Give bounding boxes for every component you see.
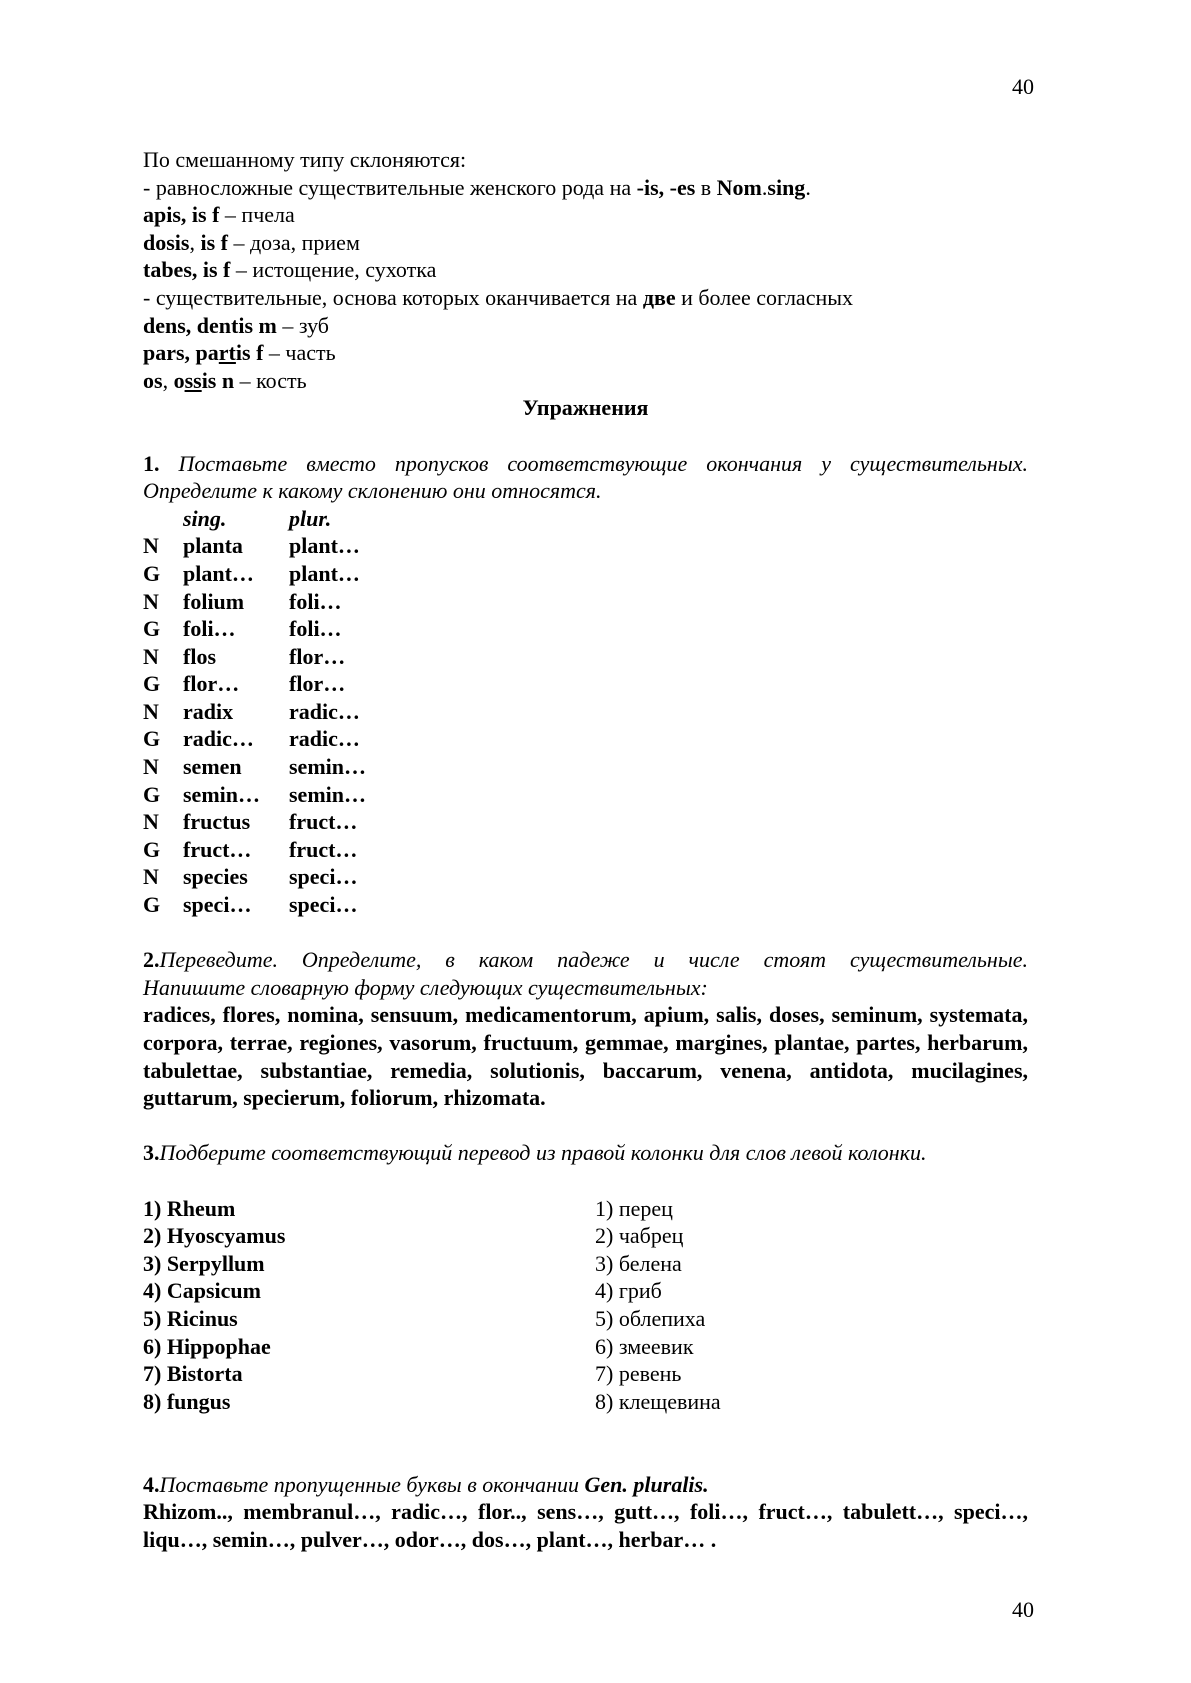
singular-form: fructus: [183, 809, 251, 835]
singular-form: radic…: [183, 726, 254, 752]
ex3-columns: [143, 1195, 1028, 1416]
plural-form: fruct…: [289, 836, 358, 862]
plural-form: radic…: [289, 726, 360, 752]
ex3-right-column: [595, 1195, 995, 1416]
ex1-instruction-line-1: 1. Поставьте вместо пропусков соответствующие окончания у существительных.: [143, 450, 1028, 476]
declension-table: [143, 505, 366, 919]
ex2-instruction-line-1: 2.Переведите. Определите, в каком падеже и числе стоят существительные.: [143, 947, 1028, 973]
page-number-bottom: 40: [1012, 1597, 1034, 1622]
case-label: G: [143, 616, 161, 642]
case-label: N: [143, 754, 159, 780]
ex3-left-column: [143, 1195, 595, 1416]
ex3-right-item: 6) змеевик: [595, 1333, 694, 1359]
ex3-left-item: 2) Hyoscyamus: [143, 1223, 286, 1249]
ex3-left-item: 7) Bistorta: [143, 1361, 243, 1387]
example-dosis: dosis, is f – доза, прием: [143, 229, 360, 255]
case-label: N: [143, 533, 159, 559]
singular-form: flor…: [183, 671, 240, 697]
ex3-right-item: 1) перец: [595, 1195, 673, 1221]
singular-form: planta: [183, 533, 243, 559]
page-number-top: 40: [1012, 74, 1034, 99]
intro-line-2: - равносложные существительные женского рода на -is, -es в Nom.sing.: [143, 174, 811, 200]
ex3-right-item: 7) ревень: [595, 1361, 682, 1387]
plural-form: flor…: [289, 643, 346, 669]
plural-form: foli…: [289, 588, 342, 614]
declension-row: [143, 781, 366, 809]
case-label: G: [143, 781, 161, 807]
example-pars: pars, partis f – часть: [143, 340, 336, 366]
ex3-left-item: 8) fungus: [143, 1388, 231, 1414]
ex3-left-item: 4) Capsicum: [143, 1278, 261, 1304]
ex4-word-list: Rhizom.., membranul…, radic…, flor.., sens…, gutt…, foli…, fruct…, tabulett…, speci…, liqu…, semin…, pulver…, odor…, dos…, plant…, herbar… .: [143, 1499, 1028, 1552]
example-apis: apis, is f – пчела: [143, 202, 295, 228]
singular-form: semen: [183, 754, 242, 780]
declension-header-row: [143, 505, 366, 533]
case-label: G: [143, 836, 161, 862]
exercises-heading: Упражнения: [522, 395, 649, 421]
declension-row: [143, 698, 366, 726]
declension-row: [143, 588, 366, 616]
declension-row: [143, 891, 366, 919]
ex3-instruction: 3.Подберите соответствующий перевод из правой колонки для слов левой колонки.: [143, 1140, 927, 1166]
ex3-left-item: 1) Rheum: [143, 1195, 236, 1221]
case-label: G: [143, 671, 161, 697]
case-label: N: [143, 698, 159, 724]
declension-row: [143, 836, 366, 864]
singular-form: fruct…: [183, 836, 252, 862]
singular-form: foli…: [183, 616, 236, 642]
header-plur: plur.: [289, 505, 332, 531]
ex1-instruction-line-2: Определите к какому склонению они относятся.: [143, 478, 602, 504]
ex3-left-item: 3) Serpyllum: [143, 1250, 265, 1276]
singular-form: semin…: [183, 781, 260, 807]
case-label: N: [143, 588, 159, 614]
case-label: G: [143, 726, 161, 752]
ex3-left-item: 6) Hippophae: [143, 1333, 271, 1359]
case-label: N: [143, 643, 159, 669]
case-label: G: [143, 560, 161, 586]
example-os: os, ossis n – кость: [143, 367, 307, 393]
page-content: [143, 146, 1028, 1553]
example-tabes: tabes, is f – истощение, сухотка: [143, 257, 437, 283]
case-label: N: [143, 809, 159, 835]
ex4-instruction: 4.Поставьте пропущенные буквы в окончании Gen. pluralis.: [143, 1471, 709, 1497]
case-label: G: [143, 892, 161, 918]
declension-row: [143, 863, 366, 891]
declension-row: [143, 560, 366, 588]
ex3-right-item: 3) белена: [595, 1250, 682, 1276]
declension-row: [143, 670, 366, 698]
ex2-word-list: radices, flores, nomina, sensuum, medicamentorum, apium, salis, doses, seminum, systemata, corpora, terrae, regiones, vasorum, fructuum, gemmae, margines, plantae, partes, herbarum, tabulettae, substantiae, remedia, solutionis, baccarum, venena, antidota, mucilagines, guttarum, specierum, foliorum, rhizomata.: [143, 1002, 1028, 1111]
singular-form: radix: [183, 698, 234, 724]
singular-form: flos: [183, 643, 216, 669]
intro-line-1: По смешанному типу склоняются:: [143, 147, 467, 172]
ex3-right-item: 2) чабрец: [595, 1223, 684, 1249]
declension-row: [143, 615, 366, 643]
plural-form: semin…: [289, 754, 366, 780]
plural-form: flor…: [289, 671, 346, 697]
declension-row: [143, 808, 366, 836]
plural-form: speci…: [289, 892, 358, 918]
declension-row: [143, 725, 366, 753]
declension-row: [143, 643, 366, 671]
intro-line-3: - существительные, основа которых оканчивается на две и более согласных: [143, 284, 854, 310]
example-dens: dens, dentis m – зуб: [143, 312, 329, 338]
singular-form: speci…: [183, 892, 252, 918]
plural-form: plant…: [289, 533, 360, 559]
plural-form: plant…: [289, 560, 360, 586]
plural-form: semin…: [289, 781, 366, 807]
singular-form: folium: [183, 588, 245, 614]
declension-row: [143, 753, 366, 781]
header-sing: sing.: [183, 505, 227, 531]
case-label: N: [143, 864, 159, 890]
singular-form: plant…: [183, 560, 254, 586]
plural-form: speci…: [289, 864, 358, 890]
ex3-right-item: 8) клещевина: [595, 1388, 721, 1414]
ex3-right-item: 4) гриб: [595, 1278, 662, 1304]
ex3-right-item: 5) облепиха: [595, 1305, 706, 1331]
plural-form: foli…: [289, 616, 342, 642]
singular-form: species: [183, 864, 248, 890]
ex2-instruction-line-2: Напишите словарную форму следующих существительных:: [143, 974, 708, 1000]
plural-form: radic…: [289, 698, 360, 724]
ex3-left-item: 5) Ricinus: [143, 1305, 238, 1331]
plural-form: fruct…: [289, 809, 358, 835]
declension-row: [143, 532, 366, 560]
